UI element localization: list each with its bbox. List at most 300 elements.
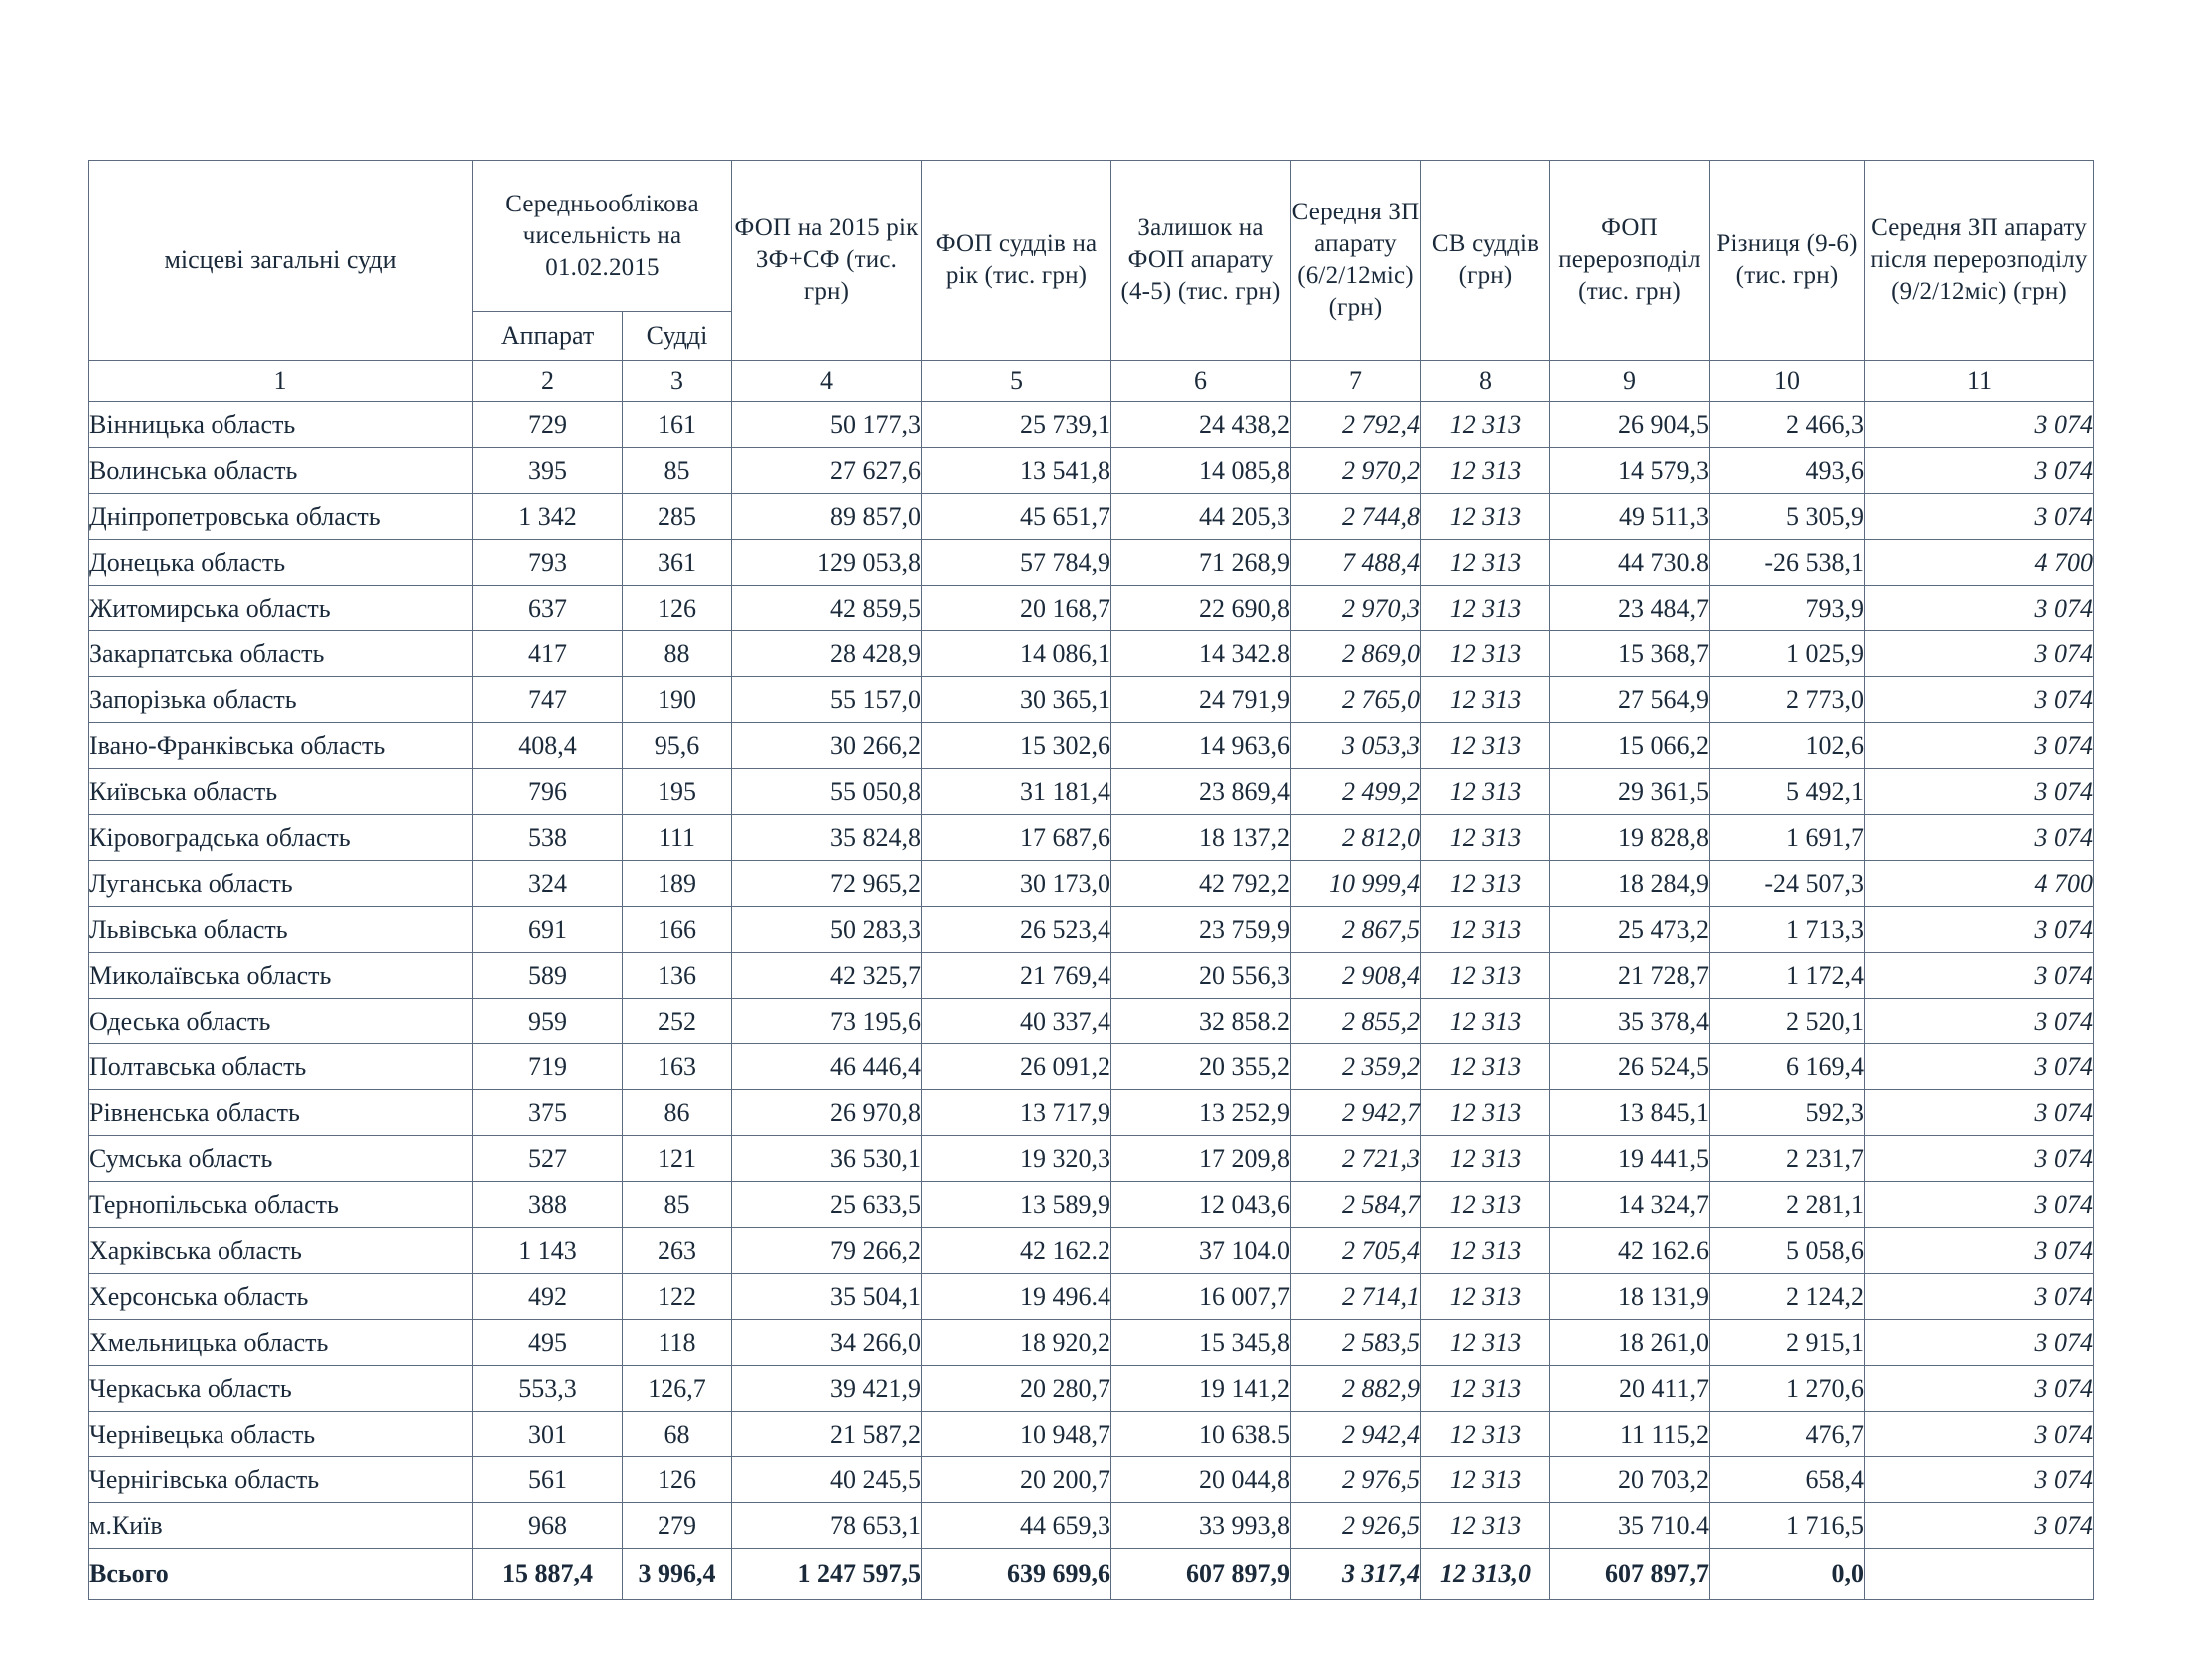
cell-difference: 2 231,7 bbox=[1710, 1136, 1865, 1182]
cell-avg-zp: 2 744,8 bbox=[1291, 494, 1421, 540]
cell-apparatus: 408,4 bbox=[473, 723, 623, 769]
cell-avg-zp: 2 584,7 bbox=[1291, 1182, 1421, 1228]
cell-avg-zp: 2 705,4 bbox=[1291, 1228, 1421, 1274]
cell-apparatus: 637 bbox=[473, 586, 623, 631]
cell-judges: 121 bbox=[623, 1136, 732, 1182]
cell-difference: 1 716,5 bbox=[1710, 1503, 1865, 1549]
cell-avg-zp: 2 976,5 bbox=[1291, 1457, 1421, 1503]
cell-difference: 493,6 bbox=[1710, 448, 1865, 494]
cell-apparatus: 527 bbox=[473, 1136, 623, 1182]
cell-fop-judges: 40 337,4 bbox=[922, 999, 1111, 1044]
cell-fop-redistrib: 14 579,3 bbox=[1550, 448, 1710, 494]
colnum-3: 3 bbox=[623, 361, 732, 402]
cell-difference: 1 025,9 bbox=[1710, 631, 1865, 677]
cell-name: Херсонська область bbox=[89, 1274, 473, 1320]
cell-fop-redistrib: 11 115,2 bbox=[1550, 1412, 1710, 1457]
cell-apparatus: 495 bbox=[473, 1320, 623, 1366]
cell-difference: 5 492,1 bbox=[1710, 769, 1865, 815]
cell-balance: 17 209,8 bbox=[1111, 1136, 1291, 1182]
colnum-8: 8 bbox=[1421, 361, 1550, 402]
total-cell-judges: 3 996,4 bbox=[623, 1549, 732, 1600]
cell-sv-judges: 12 313 bbox=[1421, 861, 1550, 907]
cell-fop-redistrib: 26 524,5 bbox=[1550, 1044, 1710, 1090]
colnum-4: 4 bbox=[732, 361, 922, 402]
cell-name: Сумська область bbox=[89, 1136, 473, 1182]
colnum-1: 1 bbox=[89, 361, 473, 402]
cell-sv-judges: 12 313 bbox=[1421, 1044, 1550, 1090]
header-difference: Різниця (9-6) (тис. грн) bbox=[1710, 161, 1865, 361]
cell-balance: 10 638.5 bbox=[1111, 1412, 1291, 1457]
cell-sv-judges: 12 313 bbox=[1421, 815, 1550, 861]
cell-fop-2015: 42 325,7 bbox=[732, 953, 922, 999]
cell-apparatus: 375 bbox=[473, 1090, 623, 1136]
cell-avg-after: 3 074 bbox=[1865, 1320, 2094, 1366]
cell-avg-zp: 2 765,0 bbox=[1291, 677, 1421, 723]
cell-difference: 2 281,1 bbox=[1710, 1182, 1865, 1228]
cell-difference: 1 713,3 bbox=[1710, 907, 1865, 953]
cell-difference: -24 507,3 bbox=[1710, 861, 1865, 907]
total-cell-balance: 607 897,9 bbox=[1111, 1549, 1291, 1600]
total-cell-avg-zp: 3 317,4 bbox=[1291, 1549, 1421, 1600]
cell-fop-2015: 73 195,6 bbox=[732, 999, 922, 1044]
table-body bbox=[89, 402, 2094, 1600]
cell-judges: 252 bbox=[623, 999, 732, 1044]
cell-avg-after: 3 074 bbox=[1865, 1274, 2094, 1320]
column-number-row bbox=[89, 361, 2094, 402]
cell-balance: 20 044,8 bbox=[1111, 1457, 1291, 1503]
header-judges: Судді bbox=[623, 312, 732, 361]
cell-judges: 263 bbox=[623, 1228, 732, 1274]
cell-sv-judges: 12 313 bbox=[1421, 907, 1550, 953]
cell-fop-2015: 89 857,0 bbox=[732, 494, 922, 540]
cell-apparatus: 793 bbox=[473, 540, 623, 586]
table-row bbox=[89, 677, 2094, 723]
cell-avg-zp: 2 792,4 bbox=[1291, 402, 1421, 448]
cell-name: Черкаська область bbox=[89, 1366, 473, 1412]
cell-avg-zp: 2 867,5 bbox=[1291, 907, 1421, 953]
cell-avg-after: 3 074 bbox=[1865, 1136, 2094, 1182]
cell-fop-2015: 46 446,4 bbox=[732, 1044, 922, 1090]
cell-fop-redistrib: 18 131,9 bbox=[1550, 1274, 1710, 1320]
cell-difference: 6 169,4 bbox=[1710, 1044, 1865, 1090]
total-cell-avg-after bbox=[1865, 1549, 2094, 1600]
cell-sv-judges: 12 313 bbox=[1421, 448, 1550, 494]
cell-fop-2015: 50 283,3 bbox=[732, 907, 922, 953]
table-row bbox=[89, 815, 2094, 861]
cell-avg-after: 3 074 bbox=[1865, 1228, 2094, 1274]
cell-judges: 279 bbox=[623, 1503, 732, 1549]
cell-sv-judges: 12 313 bbox=[1421, 1320, 1550, 1366]
cell-judges: 86 bbox=[623, 1090, 732, 1136]
cell-avg-zp: 2 942,7 bbox=[1291, 1090, 1421, 1136]
cell-name: Хмельницька область bbox=[89, 1320, 473, 1366]
cell-sv-judges: 12 313 bbox=[1421, 1503, 1550, 1549]
cell-fop-2015: 27 627,6 bbox=[732, 448, 922, 494]
cell-difference: 793,9 bbox=[1710, 586, 1865, 631]
cell-fop-judges: 20 200,7 bbox=[922, 1457, 1111, 1503]
cell-name: Київська область bbox=[89, 769, 473, 815]
cell-apparatus: 747 bbox=[473, 677, 623, 723]
cell-apparatus: 417 bbox=[473, 631, 623, 677]
header-balance: Залишок на ФОП апарату (4-5) (тис. грн) bbox=[1111, 161, 1291, 361]
cell-judges: 111 bbox=[623, 815, 732, 861]
colnum-10: 10 bbox=[1710, 361, 1865, 402]
cell-avg-after: 4 700 bbox=[1865, 861, 2094, 907]
cell-avg-zp: 3 053,3 bbox=[1291, 723, 1421, 769]
cell-name: Чернівецька область bbox=[89, 1412, 473, 1457]
cell-balance: 14 342.8 bbox=[1111, 631, 1291, 677]
cell-name: Івано-Франківська область bbox=[89, 723, 473, 769]
cell-fop-redistrib: 13 845,1 bbox=[1550, 1090, 1710, 1136]
cell-avg-zp: 2 721,3 bbox=[1291, 1136, 1421, 1182]
cell-fop-judges: 14 086,1 bbox=[922, 631, 1111, 677]
cell-difference: 2 773,0 bbox=[1710, 677, 1865, 723]
total-cell-apparatus: 15 887,4 bbox=[473, 1549, 623, 1600]
cell-sv-judges: 12 313 bbox=[1421, 1136, 1550, 1182]
cell-fop-judges: 45 651,7 bbox=[922, 494, 1111, 540]
cell-sv-judges: 12 313 bbox=[1421, 1228, 1550, 1274]
cell-sv-judges: 12 313 bbox=[1421, 1412, 1550, 1457]
cell-sv-judges: 12 313 bbox=[1421, 494, 1550, 540]
cell-fop-judges: 15 302,6 bbox=[922, 723, 1111, 769]
cell-apparatus: 1 143 bbox=[473, 1228, 623, 1274]
cell-fop-2015: 26 970,8 bbox=[732, 1090, 922, 1136]
cell-sv-judges: 12 313 bbox=[1421, 999, 1550, 1044]
cell-sv-judges: 12 313 bbox=[1421, 1090, 1550, 1136]
cell-difference: 2 520,1 bbox=[1710, 999, 1865, 1044]
table-row bbox=[89, 448, 2094, 494]
cell-avg-zp: 2 942,4 bbox=[1291, 1412, 1421, 1457]
cell-sv-judges: 12 313 bbox=[1421, 402, 1550, 448]
cell-balance: 20 355,2 bbox=[1111, 1044, 1291, 1090]
table-row bbox=[89, 1366, 2094, 1412]
cell-difference: 658,4 bbox=[1710, 1457, 1865, 1503]
cell-fop-2015: 50 177,3 bbox=[732, 402, 922, 448]
header-avg-salary-after: Середня ЗП апарату після перерозподілу (9/2/12міс) (грн) bbox=[1865, 161, 2094, 361]
table-row bbox=[89, 953, 2094, 999]
cell-judges: 126 bbox=[623, 586, 732, 631]
cell-avg-zp: 2 855,2 bbox=[1291, 999, 1421, 1044]
cell-fop-judges: 25 739,1 bbox=[922, 402, 1111, 448]
cell-fop-redistrib: 49 511,3 bbox=[1550, 494, 1710, 540]
cell-judges: 136 bbox=[623, 953, 732, 999]
cell-name: Вінницька область bbox=[89, 402, 473, 448]
cell-fop-redistrib: 15 066,2 bbox=[1550, 723, 1710, 769]
cell-fop-redistrib: 26 904,5 bbox=[1550, 402, 1710, 448]
cell-balance: 23 869,4 bbox=[1111, 769, 1291, 815]
cell-difference: -26 538,1 bbox=[1710, 540, 1865, 586]
cell-balance: 16 007,7 bbox=[1111, 1274, 1291, 1320]
cell-judges: 88 bbox=[623, 631, 732, 677]
cell-sv-judges: 12 313 bbox=[1421, 723, 1550, 769]
cell-avg-after: 3 074 bbox=[1865, 1044, 2094, 1090]
cell-balance: 33 993,8 bbox=[1111, 1503, 1291, 1549]
cell-apparatus: 388 bbox=[473, 1182, 623, 1228]
cell-apparatus: 691 bbox=[473, 907, 623, 953]
cell-avg-after: 3 074 bbox=[1865, 769, 2094, 815]
cell-avg-after: 3 074 bbox=[1865, 1503, 2094, 1549]
cell-fop-judges: 21 769,4 bbox=[922, 953, 1111, 999]
cell-name: Запорізька область bbox=[89, 677, 473, 723]
cell-name: Тернопільська область bbox=[89, 1182, 473, 1228]
cell-fop-2015: 35 504,1 bbox=[732, 1274, 922, 1320]
cell-name: м.Київ bbox=[89, 1503, 473, 1549]
table-row bbox=[89, 1320, 2094, 1366]
table-row bbox=[89, 1457, 2094, 1503]
colnum-5: 5 bbox=[922, 361, 1111, 402]
cell-fop-judges: 26 523,4 bbox=[922, 907, 1111, 953]
cell-balance: 18 137,2 bbox=[1111, 815, 1291, 861]
cell-difference: 5 305,9 bbox=[1710, 494, 1865, 540]
cell-fop-2015: 25 633,5 bbox=[732, 1182, 922, 1228]
colnum-6: 6 bbox=[1111, 361, 1291, 402]
cell-balance: 44 205,3 bbox=[1111, 494, 1291, 540]
cell-balance: 23 759,9 bbox=[1111, 907, 1291, 953]
cell-sv-judges: 12 313 bbox=[1421, 1366, 1550, 1412]
cell-avg-zp: 2 583,5 bbox=[1291, 1320, 1421, 1366]
cell-name: Одеська область bbox=[89, 999, 473, 1044]
cell-avg-zp: 2 499,2 bbox=[1291, 769, 1421, 815]
cell-sv-judges: 12 313 bbox=[1421, 1274, 1550, 1320]
cell-judges: 126 bbox=[623, 1457, 732, 1503]
cell-fop-redistrib: 44 730.8 bbox=[1550, 540, 1710, 586]
cell-avg-after: 3 074 bbox=[1865, 1182, 2094, 1228]
cell-avg-after: 3 074 bbox=[1865, 815, 2094, 861]
cell-fop-judges: 13 589,9 bbox=[922, 1182, 1111, 1228]
cell-fop-judges: 19 496.4 bbox=[922, 1274, 1111, 1320]
cell-fop-judges: 57 784,9 bbox=[922, 540, 1111, 586]
colnum-11: 11 bbox=[1865, 361, 2094, 402]
cell-apparatus: 796 bbox=[473, 769, 623, 815]
cell-balance: 24 791,9 bbox=[1111, 677, 1291, 723]
colnum-7: 7 bbox=[1291, 361, 1421, 402]
table-row bbox=[89, 1090, 2094, 1136]
header-sv-judges: СВ суддів (грн) bbox=[1421, 161, 1550, 361]
colnum-2: 2 bbox=[473, 361, 623, 402]
cell-apparatus: 492 bbox=[473, 1274, 623, 1320]
header-court-name: місцеві загальні суди bbox=[89, 161, 473, 361]
cell-fop-2015: 129 053,8 bbox=[732, 540, 922, 586]
cell-fop-2015: 34 266,0 bbox=[732, 1320, 922, 1366]
table-row bbox=[89, 861, 2094, 907]
cell-sv-judges: 12 313 bbox=[1421, 1182, 1550, 1228]
colnum-9: 9 bbox=[1550, 361, 1710, 402]
cell-balance: 14 085,8 bbox=[1111, 448, 1291, 494]
cell-name: Рівненська область bbox=[89, 1090, 473, 1136]
cell-fop-judges: 30 173,0 bbox=[922, 861, 1111, 907]
cell-fop-redistrib: 35 378,4 bbox=[1550, 999, 1710, 1044]
table-row bbox=[89, 540, 2094, 586]
header-fop-redistribution: ФОП перерозподіл (тис. грн) bbox=[1550, 161, 1710, 361]
cell-sv-judges: 12 313 bbox=[1421, 1457, 1550, 1503]
cell-fop-judges: 10 948,7 bbox=[922, 1412, 1111, 1457]
cell-avg-after: 4 700 bbox=[1865, 540, 2094, 586]
cell-avg-after: 3 074 bbox=[1865, 1366, 2094, 1412]
cell-apparatus: 538 bbox=[473, 815, 623, 861]
cell-judges: 122 bbox=[623, 1274, 732, 1320]
table-row bbox=[89, 907, 2094, 953]
cell-fop-redistrib: 20 703,2 bbox=[1550, 1457, 1710, 1503]
cell-fop-judges: 13 541,8 bbox=[922, 448, 1111, 494]
cell-avg-after: 3 074 bbox=[1865, 907, 2094, 953]
cell-judges: 161 bbox=[623, 402, 732, 448]
cell-fop-2015: 36 530,1 bbox=[732, 1136, 922, 1182]
cell-sv-judges: 12 313 bbox=[1421, 769, 1550, 815]
cell-difference: 102,6 bbox=[1710, 723, 1865, 769]
table-total-row bbox=[89, 1549, 2094, 1600]
cell-avg-after: 3 074 bbox=[1865, 631, 2094, 677]
cell-avg-zp: 2 970,3 bbox=[1291, 586, 1421, 631]
cell-difference: 476,7 bbox=[1710, 1412, 1865, 1457]
cell-fop-2015: 39 421,9 bbox=[732, 1366, 922, 1412]
cell-judges: 190 bbox=[623, 677, 732, 723]
cell-name: Житомирська область bbox=[89, 586, 473, 631]
cell-apparatus: 959 bbox=[473, 999, 623, 1044]
cell-judges: 285 bbox=[623, 494, 732, 540]
cell-avg-after: 3 074 bbox=[1865, 448, 2094, 494]
cell-difference: 5 058,6 bbox=[1710, 1228, 1865, 1274]
cell-judges: 166 bbox=[623, 907, 732, 953]
cell-balance: 71 268,9 bbox=[1111, 540, 1291, 586]
cell-fop-judges: 17 687,6 bbox=[922, 815, 1111, 861]
cell-name: Харківська область bbox=[89, 1228, 473, 1274]
cell-name: Луганська область bbox=[89, 861, 473, 907]
cell-balance: 12 043,6 bbox=[1111, 1182, 1291, 1228]
cell-avg-zp: 2 908,4 bbox=[1291, 953, 1421, 999]
cell-fop-2015: 55 050,8 bbox=[732, 769, 922, 815]
cell-avg-zp: 2 882,9 bbox=[1291, 1366, 1421, 1412]
cell-judges: 118 bbox=[623, 1320, 732, 1366]
cell-fop-redistrib: 35 710.4 bbox=[1550, 1503, 1710, 1549]
cell-difference: 2 466,3 bbox=[1710, 402, 1865, 448]
cell-balance: 22 690,8 bbox=[1111, 586, 1291, 631]
table-row bbox=[89, 1503, 2094, 1549]
cell-fop-judges: 13 717,9 bbox=[922, 1090, 1111, 1136]
cell-name: Львівська область bbox=[89, 907, 473, 953]
cell-balance: 42 792,2 bbox=[1111, 861, 1291, 907]
cell-avg-zp: 2 970,2 bbox=[1291, 448, 1421, 494]
cell-name: Полтавська область bbox=[89, 1044, 473, 1090]
cell-fop-redistrib: 18 261,0 bbox=[1550, 1320, 1710, 1366]
cell-avg-after: 3 074 bbox=[1865, 402, 2094, 448]
cell-name: Чернігівська область bbox=[89, 1457, 473, 1503]
cell-judges: 85 bbox=[623, 1182, 732, 1228]
cell-balance: 19 141,2 bbox=[1111, 1366, 1291, 1412]
cell-avg-after: 3 074 bbox=[1865, 1457, 2094, 1503]
total-cell-fop-2015: 1 247 597,5 bbox=[732, 1549, 922, 1600]
cell-judges: 195 bbox=[623, 769, 732, 815]
cell-fop-redistrib: 29 361,5 bbox=[1550, 769, 1710, 815]
table-row bbox=[89, 1228, 2094, 1274]
cell-fop-redistrib: 42 162.6 bbox=[1550, 1228, 1710, 1274]
table-row bbox=[89, 1182, 2094, 1228]
cell-judges: 68 bbox=[623, 1412, 732, 1457]
header-avg-salary: Середня ЗП апарату (6/2/12міс) (грн) bbox=[1291, 161, 1421, 361]
cell-fop-2015: 72 965,2 bbox=[732, 861, 922, 907]
total-cell-fop-judges: 639 699,6 bbox=[922, 1549, 1111, 1600]
cell-apparatus: 1 342 bbox=[473, 494, 623, 540]
cell-fop-2015: 55 157,0 bbox=[732, 677, 922, 723]
cell-balance: 20 556,3 bbox=[1111, 953, 1291, 999]
cell-avg-zp: 2 812,0 bbox=[1291, 815, 1421, 861]
cell-apparatus: 729 bbox=[473, 402, 623, 448]
cell-avg-zp: 2 869,0 bbox=[1291, 631, 1421, 677]
cell-difference: 1 172,4 bbox=[1710, 953, 1865, 999]
cell-avg-after: 3 074 bbox=[1865, 1412, 2094, 1457]
cell-fop-2015: 79 266,2 bbox=[732, 1228, 922, 1274]
cell-avg-after: 3 074 bbox=[1865, 723, 2094, 769]
cell-balance: 15 345,8 bbox=[1111, 1320, 1291, 1366]
cell-apparatus: 301 bbox=[473, 1412, 623, 1457]
cell-apparatus: 719 bbox=[473, 1044, 623, 1090]
cell-fop-2015: 35 824,8 bbox=[732, 815, 922, 861]
cell-sv-judges: 12 313 bbox=[1421, 540, 1550, 586]
cell-apparatus: 553,3 bbox=[473, 1366, 623, 1412]
cell-fop-2015: 78 653,1 bbox=[732, 1503, 922, 1549]
cell-sv-judges: 12 313 bbox=[1421, 953, 1550, 999]
header-fop-judges: ФОП суддів на рік (тис. грн) bbox=[922, 161, 1111, 361]
table-row bbox=[89, 586, 2094, 631]
cell-fop-judges: 20 168,7 bbox=[922, 586, 1111, 631]
cell-fop-judges: 20 280,7 bbox=[922, 1366, 1111, 1412]
header-headcount-group: Середньооблікова чисельність на 01.02.2015 bbox=[473, 161, 732, 312]
table-row bbox=[89, 1412, 2094, 1457]
cell-avg-after: 3 074 bbox=[1865, 999, 2094, 1044]
header-fop-2015: ФОП на 2015 рік ЗФ+СФ (тис. грн) bbox=[732, 161, 922, 361]
cell-fop-judges: 31 181,4 bbox=[922, 769, 1111, 815]
table-row bbox=[89, 631, 2094, 677]
cell-avg-after: 3 074 bbox=[1865, 494, 2094, 540]
cell-fop-redistrib: 20 411,7 bbox=[1550, 1366, 1710, 1412]
cell-fop-redistrib: 25 473,2 bbox=[1550, 907, 1710, 953]
cell-balance: 13 252,9 bbox=[1111, 1090, 1291, 1136]
cell-difference: 2 124,2 bbox=[1710, 1274, 1865, 1320]
cell-name: Дніпропетровська область bbox=[89, 494, 473, 540]
cell-fop-2015: 30 266,2 bbox=[732, 723, 922, 769]
cell-avg-after: 3 074 bbox=[1865, 1090, 2094, 1136]
cell-avg-after: 3 074 bbox=[1865, 677, 2094, 723]
cell-avg-zp: 2 926,5 bbox=[1291, 1503, 1421, 1549]
cell-judges: 163 bbox=[623, 1044, 732, 1090]
table-row bbox=[89, 769, 2094, 815]
cell-fop-redistrib: 14 324,7 bbox=[1550, 1182, 1710, 1228]
cell-fop-redistrib: 19 441,5 bbox=[1550, 1136, 1710, 1182]
cell-apparatus: 589 bbox=[473, 953, 623, 999]
cell-sv-judges: 12 313 bbox=[1421, 586, 1550, 631]
table-header bbox=[89, 161, 2094, 402]
cell-fop-2015: 40 245,5 bbox=[732, 1457, 922, 1503]
total-cell-name: Всього bbox=[89, 1549, 473, 1600]
cell-difference: 592,3 bbox=[1710, 1090, 1865, 1136]
cell-fop-judges: 18 920,2 bbox=[922, 1320, 1111, 1366]
total-cell-fop-redistrib: 607 897,7 bbox=[1550, 1549, 1710, 1600]
table-row bbox=[89, 723, 2094, 769]
table-row bbox=[89, 1274, 2094, 1320]
cell-name: Кіровоградська область bbox=[89, 815, 473, 861]
cell-apparatus: 395 bbox=[473, 448, 623, 494]
cell-name: Закарпатська область bbox=[89, 631, 473, 677]
cell-judges: 189 bbox=[623, 861, 732, 907]
cell-fop-redistrib: 15 368,7 bbox=[1550, 631, 1710, 677]
total-cell-difference: 0,0 bbox=[1710, 1549, 1865, 1600]
cell-apparatus: 324 bbox=[473, 861, 623, 907]
cell-fop-2015: 42 859,5 bbox=[732, 586, 922, 631]
cell-difference: 1 270,6 bbox=[1710, 1366, 1865, 1412]
cell-avg-zp: 2 359,2 bbox=[1291, 1044, 1421, 1090]
cell-sv-judges: 12 313 bbox=[1421, 631, 1550, 677]
header-apparatus: Аппарат bbox=[473, 312, 623, 361]
table-row bbox=[89, 999, 2094, 1044]
